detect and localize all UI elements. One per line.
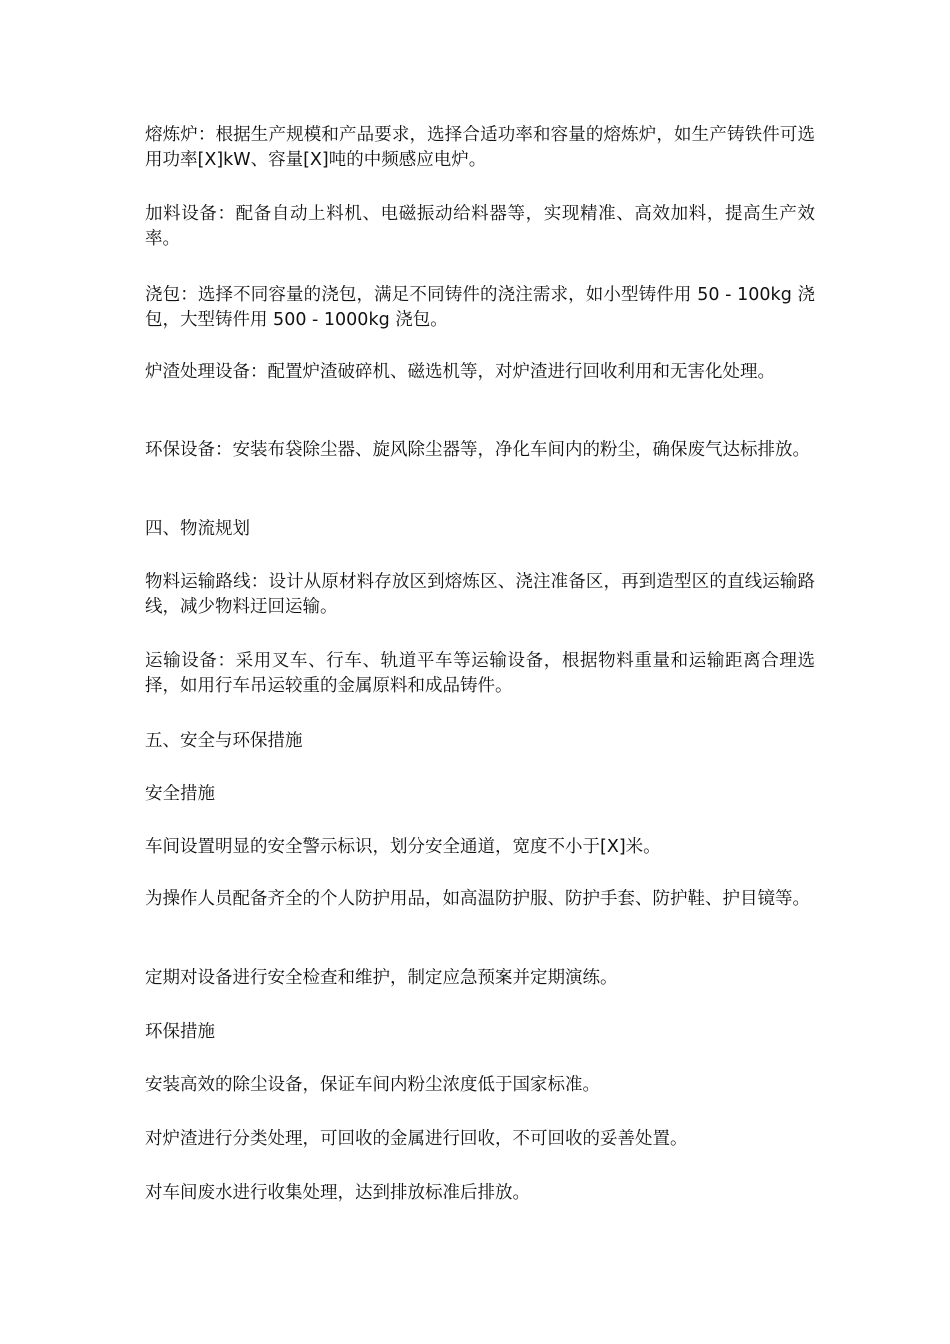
- heading-safety-environmental: 五、安全与环保措施: [145, 731, 303, 751]
- paragraph-feeding-equipment: 加料设备：配备自动上料机、电磁振动给料器等，实现精准、高效加料，提高生产效率。: [145, 204, 815, 249]
- subheading-environmental-measures: 环保措施: [145, 1022, 215, 1042]
- paragraph-slag-equipment: 炉渣处理设备：配置炉渣破碎机、磁选机等，对炉渣进行回收利用和无害化处理。: [145, 362, 775, 382]
- paragraph-safety-inspection: 定期对设备进行安全检查和维护，制定应急预案并定期演练。: [145, 968, 618, 988]
- paragraph-transport-route: 物料运输路线：设计从原材料存放区到熔炼区、浇注准备区，再到造型区的直线运输路线，减少物料迂回运输。: [145, 572, 815, 617]
- paragraph-wastewater: 对车间废水进行收集处理，达到排放标准后排放。: [145, 1183, 530, 1203]
- paragraph-melting-furnace: 熔炼炉：根据生产规模和产品要求，选择合适功率和容量的熔炼炉，如生产铸铁件可选用功率[X]kW、容量[X]吨的中频感应电炉。: [145, 125, 815, 170]
- paragraph-safety-signs: 车间设置明显的安全警示标识，划分安全通道，宽度不小于[X]米。: [145, 837, 661, 857]
- subheading-safety-measures: 安全措施: [145, 784, 215, 804]
- paragraph-slag-treatment: 对炉渣进行分类处理，可回收的金属进行回收，不可回收的妥善处置。: [145, 1129, 688, 1149]
- heading-logistics-planning: 四、物流规划: [145, 519, 250, 539]
- paragraph-protective-equipment: 为操作人员配备齐全的个人防护用品，如高温防护服、防护手套、防护鞋、护目镜等。: [145, 889, 810, 909]
- paragraph-dust-removal: 安装高效的除尘设备，保证车间内粉尘浓度低于国家标准。: [145, 1075, 600, 1095]
- paragraph-ladle: 浇包：选择不同容量的浇包，满足不同铸件的浇注需求，如小型铸件用 50 - 100kg 浇包，大型铸件用 500 - 1000kg 浇包。: [145, 285, 815, 330]
- paragraph-transport-equipment: 运输设备：采用叉车、行车、轨道平车等运输设备，根据物料重量和运输距离合理选择，如用行车吊运较重的金属原料和成品铸件。: [145, 651, 815, 696]
- paragraph-environmental-equipment: 环保设备：安装布袋除尘器、旋风除尘器等，净化车间内的粉尘，确保废气达标排放。: [145, 440, 810, 460]
